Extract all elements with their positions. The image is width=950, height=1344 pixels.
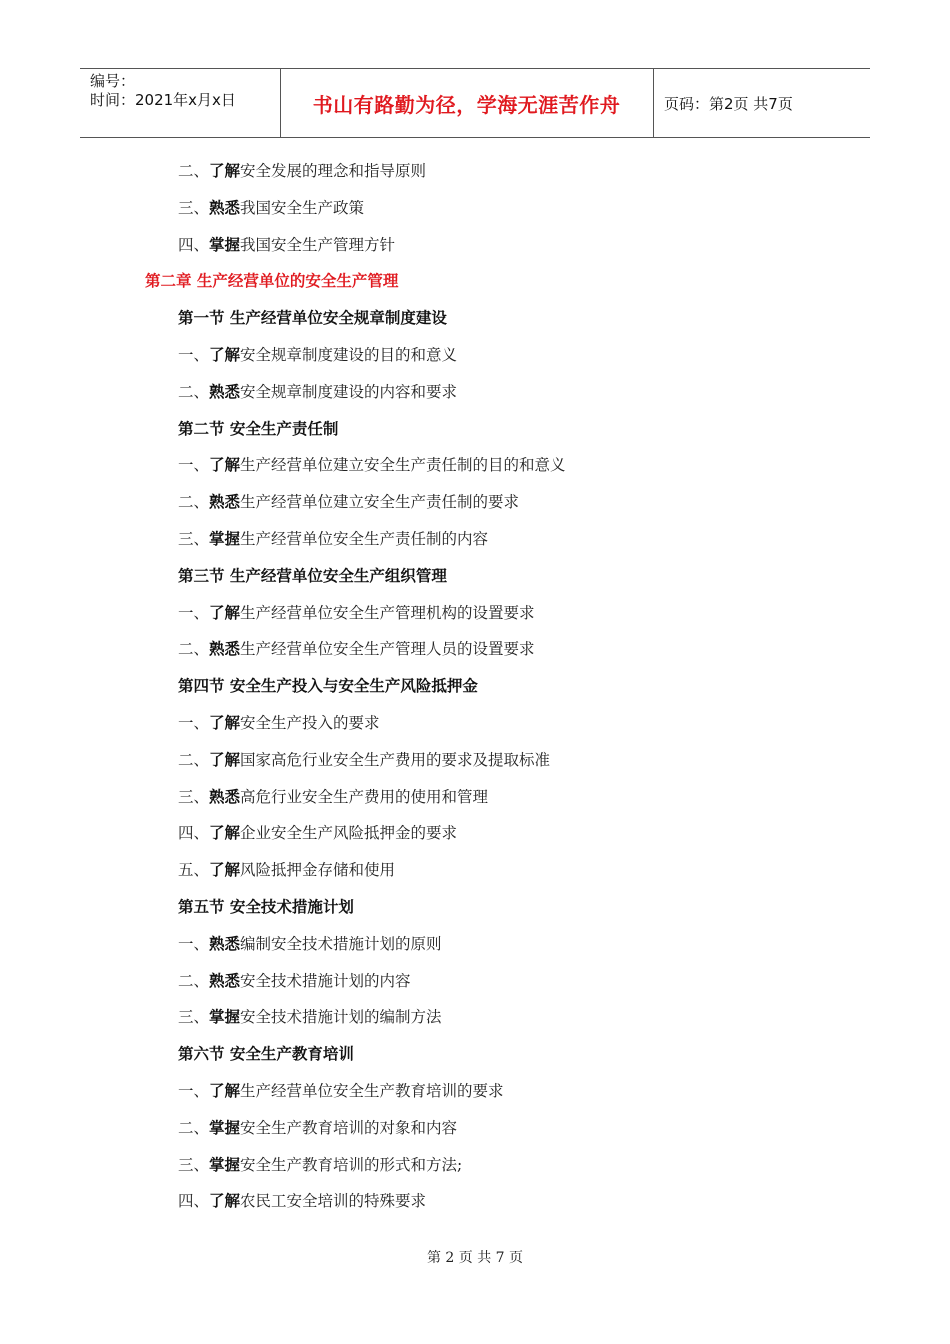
document-header [80, 68, 870, 138]
list-item [178, 1118, 457, 1138]
section-heading: 第三节 生产经营单位安全生产组织管理 [178, 567, 447, 585]
list-item [178, 823, 457, 843]
document-number-label: 编号： [90, 72, 136, 90]
item-keyword: 了解 [209, 861, 241, 879]
item-text: 安全生产教育培训的形式和方法; [240, 1156, 463, 1174]
item-keyword: 熟悉 [209, 788, 241, 806]
item-number: 二、 [178, 972, 210, 990]
section-heading: 第二节 安全生产责任制 [178, 420, 339, 438]
item-number: 一、 [178, 456, 210, 474]
item-number: 二、 [178, 383, 210, 401]
item-text: 生产经营单位建立安全生产责任制的目的和意义 [240, 456, 566, 474]
list-item [178, 235, 395, 255]
header-motto-cell [280, 69, 654, 137]
item-keyword: 了解 [209, 714, 241, 732]
header-page-number: 页码：第2页 共7页 [664, 94, 793, 113]
item-number: 一、 [178, 604, 210, 622]
item-number: 三、 [178, 199, 210, 217]
item-keyword: 了解 [209, 824, 241, 842]
item-keyword: 掌握 [209, 1156, 241, 1174]
section-heading: 第一节 生产经营单位安全规章制度建设 [178, 309, 447, 327]
item-text: 我国安全生产管理方针 [240, 236, 396, 254]
list-item [178, 1191, 426, 1211]
item-text: 生产经营单位安全生产管理机构的设置要求 [240, 604, 535, 622]
item-number: 五、 [178, 861, 210, 879]
item-text: 安全技术措施计划的内容 [240, 972, 411, 990]
list-item [178, 934, 442, 954]
list-item [178, 345, 457, 365]
item-text: 我国安全生产政策 [240, 199, 365, 217]
item-keyword: 了解 [209, 1082, 241, 1100]
item-number: 二、 [178, 493, 210, 511]
list-item [178, 455, 566, 475]
list-item [178, 161, 426, 181]
item-text: 国家高危行业安全生产费用的要求及提取标准 [240, 751, 551, 769]
item-keyword: 了解 [209, 346, 241, 364]
item-keyword: 掌握 [209, 530, 241, 548]
item-number: 二、 [178, 162, 210, 180]
list-item [178, 1007, 442, 1027]
item-text: 安全生产投入的要求 [240, 714, 380, 732]
list-item [178, 492, 519, 512]
list-item [178, 529, 488, 549]
item-text: 编制安全技术措施计划的原则 [240, 935, 442, 953]
header-motto: 书山有路勤为径，学海无涯苦作舟 [312, 92, 621, 117]
item-keyword: 了解 [209, 456, 241, 474]
item-text: 生产经营单位安全生产教育培训的要求 [240, 1082, 504, 1100]
item-number: 三、 [178, 1008, 210, 1026]
section-heading: 第五节 安全技术措施计划 [178, 898, 354, 916]
item-keyword: 掌握 [209, 236, 241, 254]
item-text: 安全规章制度建设的目的和意义 [240, 346, 458, 364]
item-keyword: 熟悉 [209, 972, 241, 990]
item-text: 风险抵押金存储和使用 [240, 861, 396, 879]
header-page-cell [654, 69, 870, 137]
list-item [178, 787, 488, 807]
item-number: 二、 [178, 1119, 210, 1137]
list-item [178, 639, 535, 659]
item-number: 三、 [178, 1156, 210, 1174]
document-time-label: 时间：2021年x月x日 [90, 91, 236, 109]
list-item [178, 750, 550, 770]
item-text: 生产经营单位安全生产管理人员的设置要求 [240, 640, 535, 658]
item-text: 生产经营单位安全生产责任制的内容 [240, 530, 489, 548]
item-keyword: 熟悉 [209, 199, 241, 217]
item-keyword: 了解 [209, 751, 241, 769]
item-number: 一、 [178, 1082, 210, 1100]
item-keyword: 熟悉 [209, 383, 241, 401]
list-item [178, 1155, 462, 1175]
page-footer: 第 2 页 共 7 页 [426, 1250, 524, 1266]
item-number: 四、 [178, 824, 210, 842]
item-text: 农民工安全培训的特殊要求 [240, 1192, 427, 1210]
item-number: 三、 [178, 530, 210, 548]
item-keyword: 熟悉 [209, 493, 241, 511]
item-number: 二、 [178, 751, 210, 769]
item-text: 安全规章制度建设的内容和要求 [240, 383, 458, 401]
item-keyword: 了解 [209, 162, 241, 180]
list-item [178, 198, 364, 218]
item-text: 生产经营单位建立安全生产责任制的要求 [240, 493, 520, 511]
item-number: 一、 [178, 346, 210, 364]
item-number: 三、 [178, 788, 210, 806]
item-text: 安全技术措施计划的编制方法 [240, 1008, 442, 1026]
list-item [178, 603, 535, 623]
list-item [178, 713, 380, 733]
item-keyword: 了解 [209, 604, 241, 622]
item-keyword: 掌握 [209, 1008, 241, 1026]
section-heading: 第六节 安全生产教育培训 [178, 1045, 354, 1063]
section-heading: 第四节 安全生产投入与安全生产风险抵押金 [178, 677, 478, 695]
header-meta-cell [80, 69, 281, 137]
item-number: 一、 [178, 714, 210, 732]
item-number: 一、 [178, 935, 210, 953]
item-number: 四、 [178, 236, 210, 254]
item-keyword: 掌握 [209, 1119, 241, 1137]
item-text: 安全生产教育培训的对象和内容 [240, 1119, 458, 1137]
list-item [178, 1081, 504, 1101]
list-item [178, 382, 457, 402]
item-text: 高危行业安全生产费用的使用和管理 [240, 788, 489, 806]
item-text: 企业安全生产风险抵押金的要求 [240, 824, 458, 842]
item-number: 二、 [178, 640, 210, 658]
list-item [178, 860, 395, 880]
item-number: 四、 [178, 1192, 210, 1210]
list-item [178, 971, 411, 991]
item-text: 安全发展的理念和指导原则 [240, 162, 427, 180]
chapter-heading: 第二章 生产经营单位的安全生产管理 [145, 272, 399, 290]
item-keyword: 熟悉 [209, 935, 241, 953]
item-keyword: 了解 [209, 1192, 241, 1210]
item-keyword: 熟悉 [209, 640, 241, 658]
